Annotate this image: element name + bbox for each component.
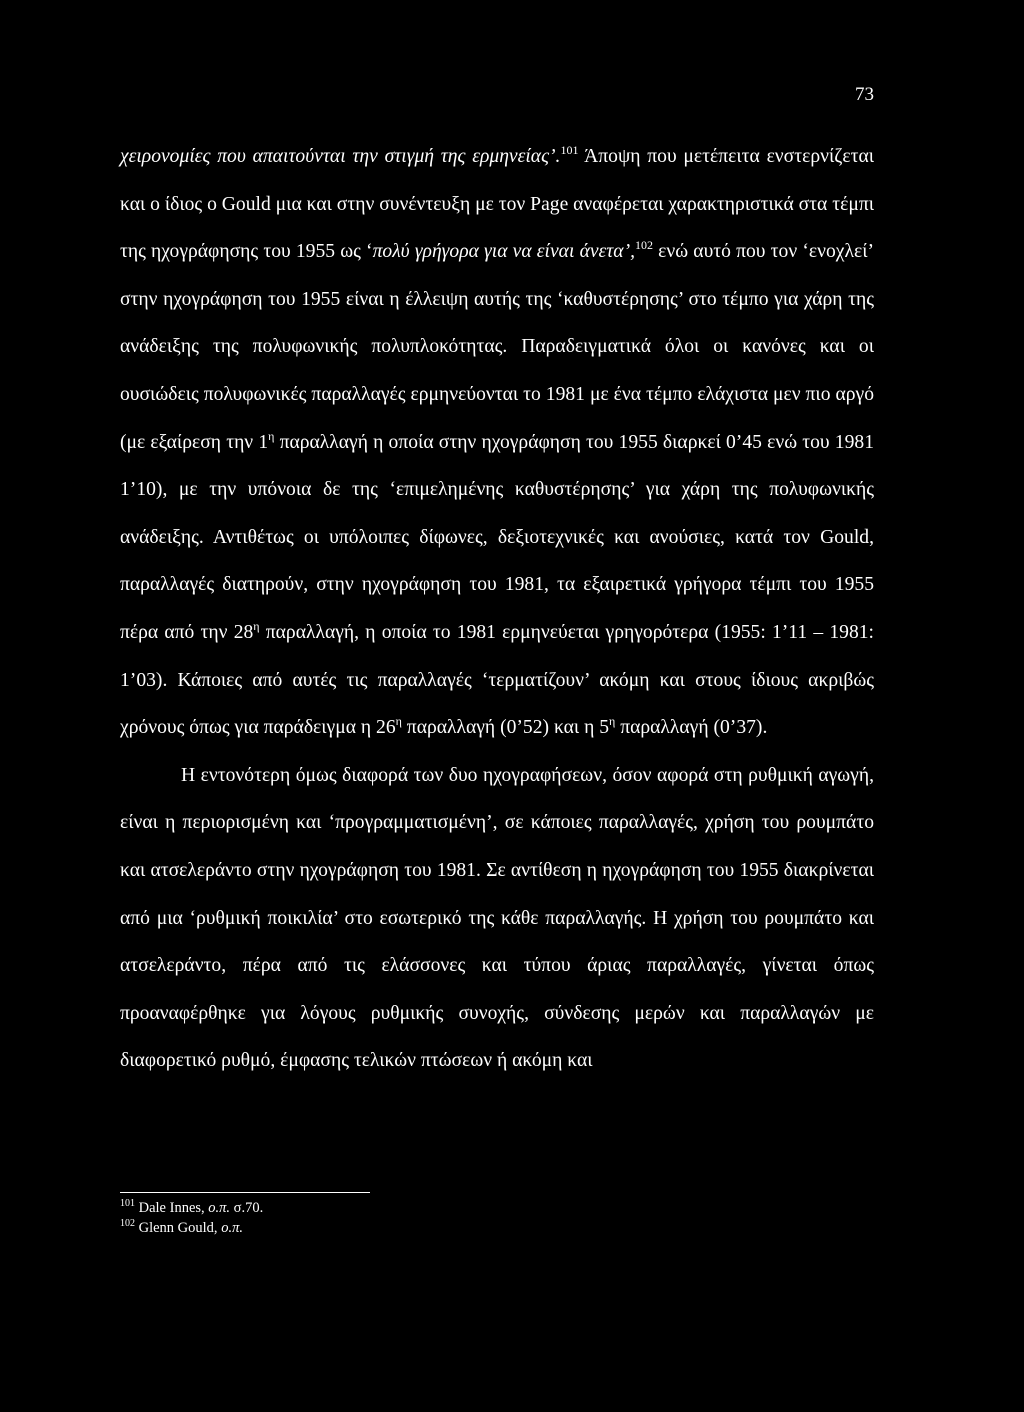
superscript-marker: η — [395, 714, 402, 729]
footnote — [120, 1198, 720, 1218]
footnote-separator — [120, 1192, 370, 1193]
superscript-marker: η — [268, 428, 275, 443]
superscript-marker: 102 — [635, 238, 653, 253]
footnote-text: Dale Innes, — [138, 1200, 209, 1216]
footnote-text: Glenn Gould, — [138, 1220, 222, 1236]
body-text — [120, 133, 874, 1085]
text-run: ενώ αυτό που τον ‘ενοχλεί’ στην ηχογράφηση του 1955 είναι η έλλειψη αυτής της ‘καθυστέρησης’ στο τέμπο για χάρη της ανάδειξης της πολυφωνικής πολυπλοκότητας. Παραδειγματικά όλοι οι κανόνες και οι ουσιώδεις πολυφωνικές παραλλαγές ερμηνεύονται το 1981 με ένα τέμπο ελάχιστα μεν πιο αργό (με εξαίρεση την 1 — [120, 241, 874, 453]
paragraph — [120, 752, 874, 1085]
footnote-italic-text: ο.π. — [208, 1200, 231, 1216]
paragraph — [120, 133, 874, 752]
superscript-marker: η — [253, 618, 260, 633]
footnote-text: σ.70. — [230, 1200, 264, 1216]
footnote-italic-text: ο.π. — [221, 1220, 243, 1236]
italic-text: πολύ γρήγορα για να είναι άνετα’, — [372, 241, 635, 263]
text-run: παραλλαγή η οποία στην ηχογράφηση του 1955 διαρκεί 0’45 ενώ του 1981 1’10), με την υπόνοια δε της ‘επιμελημένης καθυστέρησης’ για χάρη της πολυφωνικής ανάδειξης. Αντιθέτως οι υπόλοιπες δίφωνες, δεξιοτεχνικές και ανούσιες, κατά τον Gould, παραλλαγές διατηρούν, στην ηχογράφηση του 1981, τα εξαιρετικά γρήγορα τέμπι του 1955 πέρα από την 28 — [120, 431, 874, 643]
page-number: 73 — [855, 84, 874, 105]
superscript-marker: η — [609, 714, 616, 729]
text-run: παραλλαγή, η οποία το 1981 ερμηνεύεται γρηγορότερα (1955: 1’11 – 1981: 1’03). Κάποιες από αυτές τις παραλλαγές ‘τερματίζουν’ ακόμη και στους ίδιους ακριβώς χρόνους όπως για παράδειγμα η 26 — [120, 621, 874, 739]
text-run: παραλλαγή (0’37). — [615, 717, 768, 739]
text-run: Η εντονότερη όμως διαφορά των δυο ηχογραφήσεων, όσον αφορά στη ρυθμική αγωγή, είναι η περιορισμένη και ‘προγραμματισμένη’, σε κάποιες παραλλαγές, χρήση του ρουμπάτο και ατσελεράντο στην ηχογράφηση του 1981. Σε αντίθεση η ηχογράφηση του 1955 διακρίνεται από μια ‘ρυθμική ποικιλία’ στο εσωτερικό της κάθε παραλλαγής. Η χρήση του ρουμπάτο και ατσελεράντο, πέρα από τις ελάσσονες και τύπου άριας παραλλαγές, γίνεται όπως προαναφέρθηκε για λόγους ρυθμικής συνοχής, σύνδεσης μερών και παραλλαγών με διαφορετικό ρυθμό, έμφασης τελικών πτώσεων ή ακόμη και — [120, 764, 874, 1072]
footnote — [120, 1218, 720, 1238]
italic-text: χειρονομίες που απαιτούνται την στιγμή της ερμηνείας’. — [120, 146, 561, 167]
footnote-marker: 102 — [120, 1218, 135, 1229]
superscript-marker: 101 — [560, 143, 579, 157]
footnote-marker: 101 — [120, 1198, 135, 1209]
text-run: Άποψη που μετέπειτα ενστερνίζεται και ο ίδιος ο Gould μια και στην συνέντευξη με τον Page αναφέρεται χαρακτηριστικά στα τέμπι της ηχογράφησης του 1955 ως ‘ — [120, 146, 874, 263]
footnotes — [120, 1198, 720, 1238]
text-run: παραλλαγή (0’52) και η 5 — [401, 717, 610, 739]
